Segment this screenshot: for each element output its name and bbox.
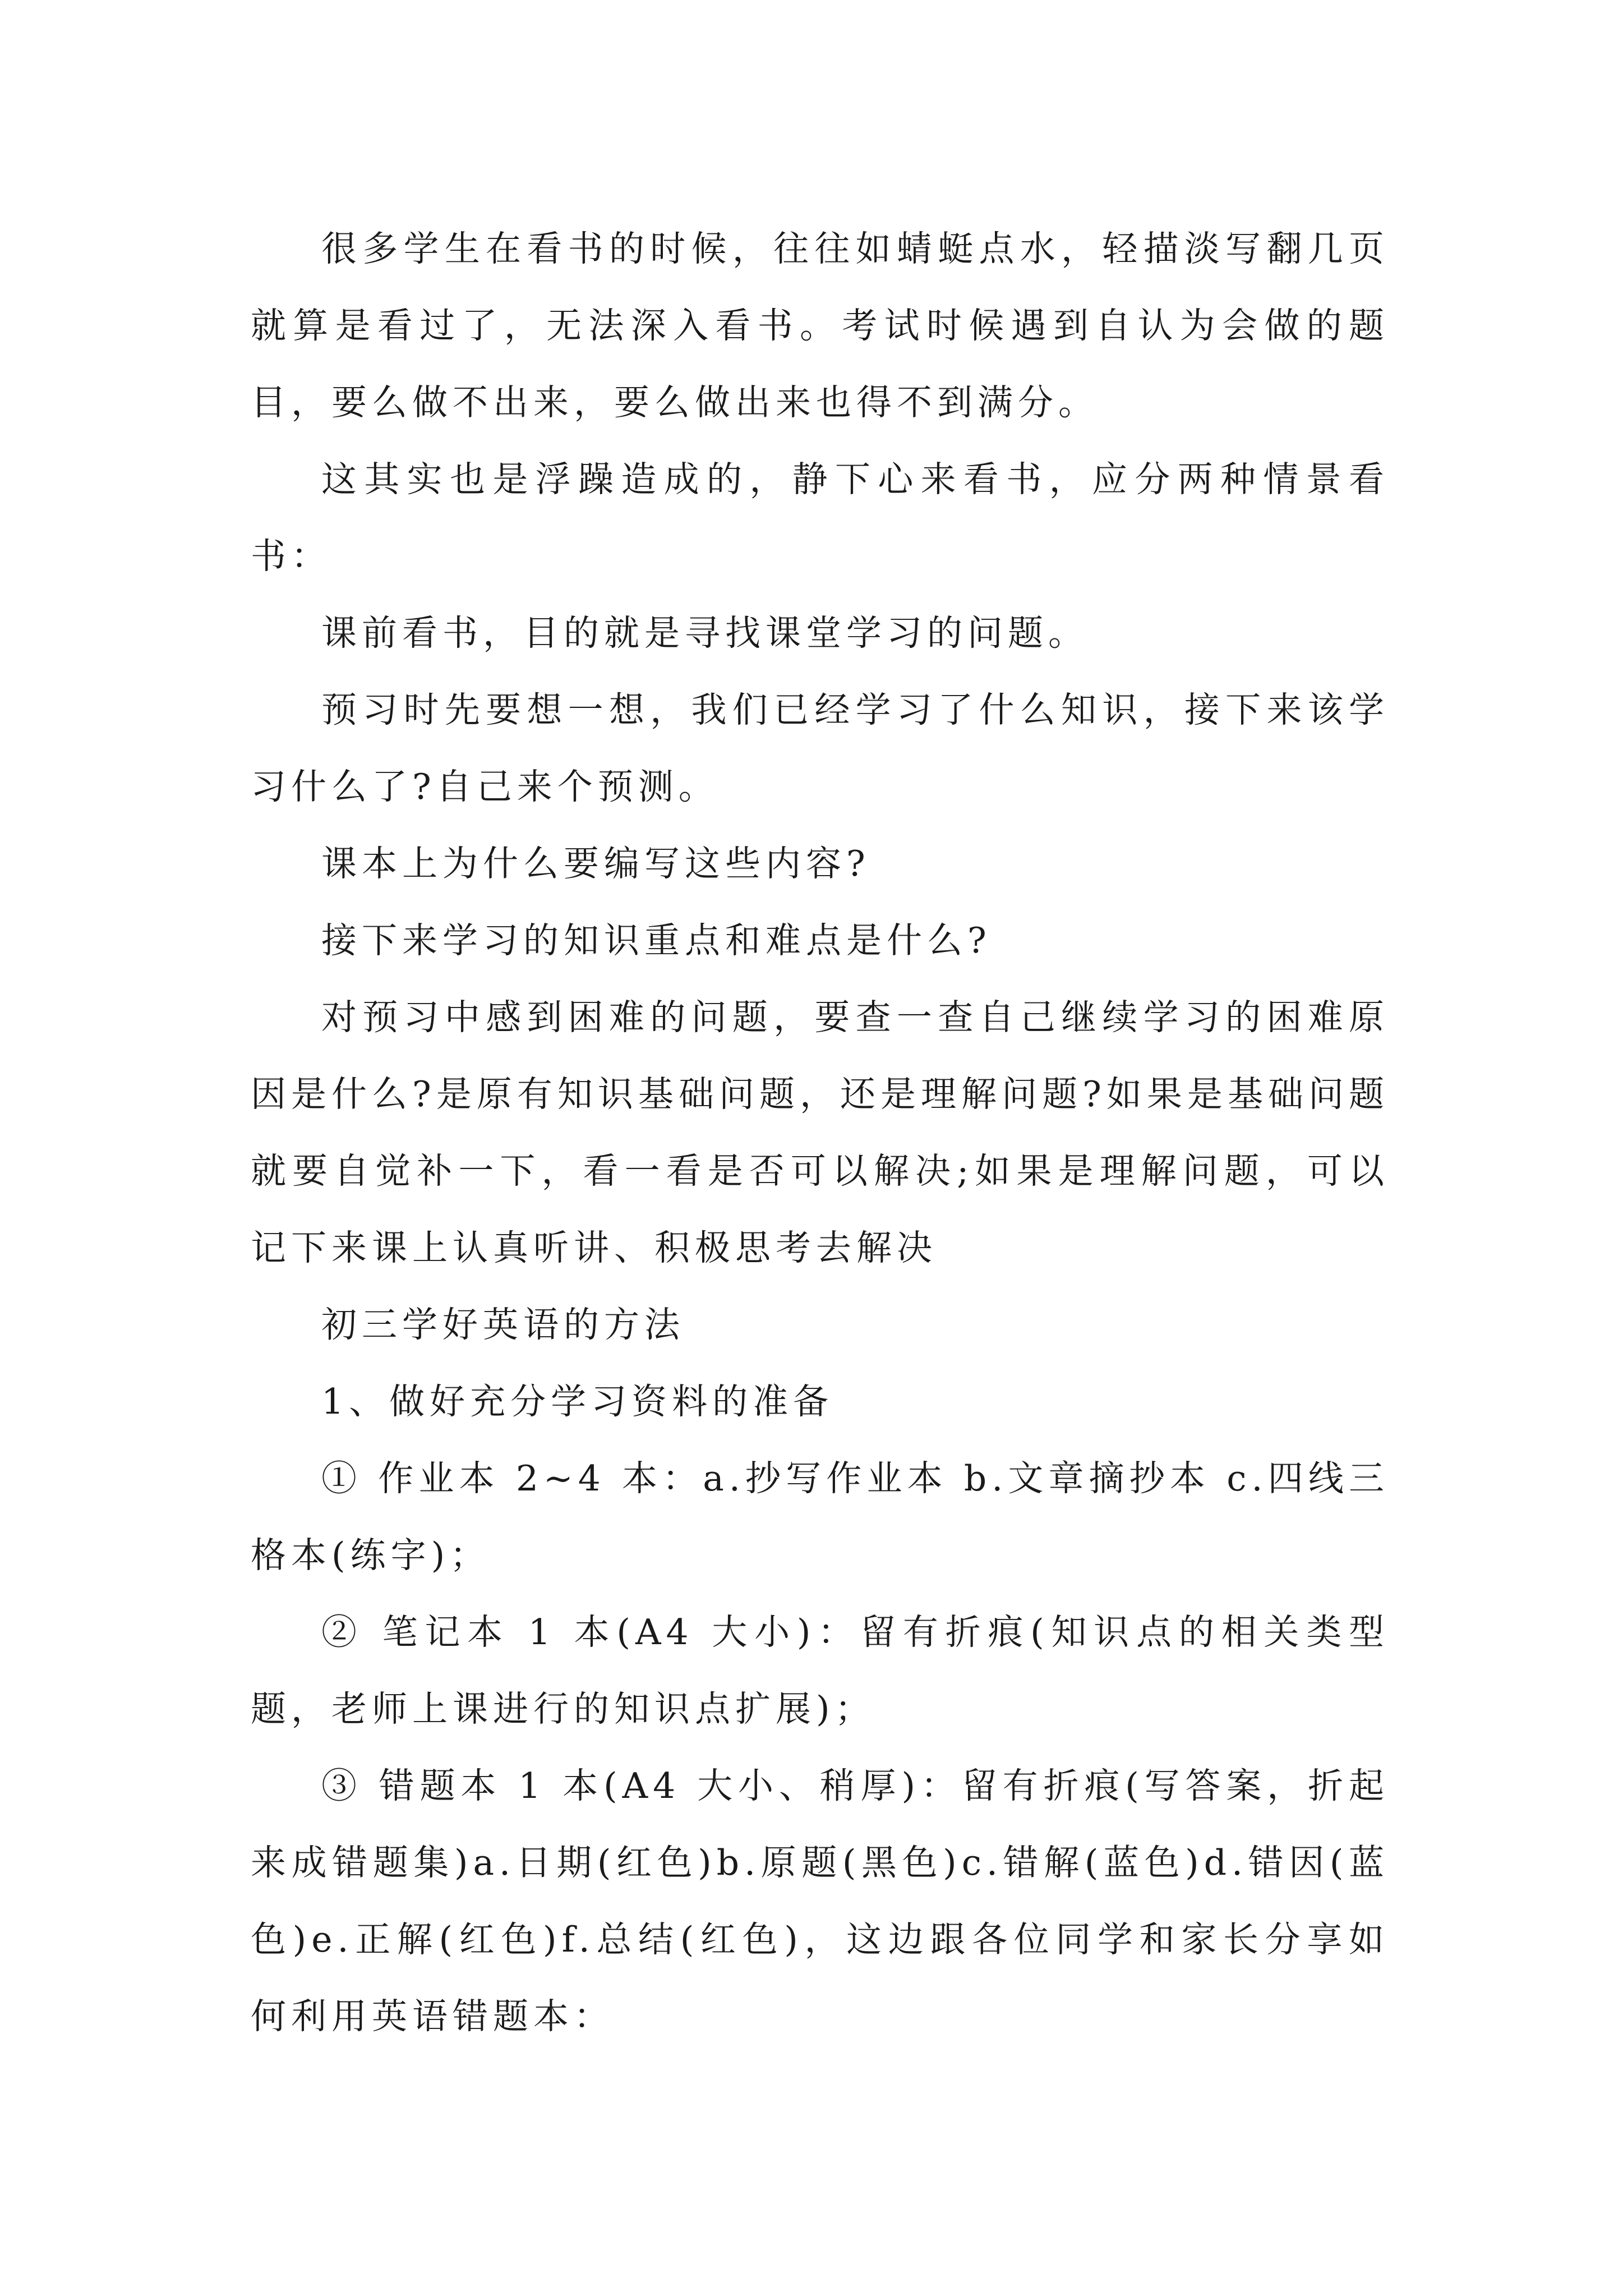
paragraph: 课前看书，目的就是寻找课堂学习的问题。 — [321, 613, 1089, 654]
paragraph: 接下来学习的知识重点和难点是什么? — [321, 920, 992, 961]
document-page — [251, 210, 1389, 2055]
list-heading: 1、做好充分学习资料的准备 — [321, 1381, 834, 1422]
paragraph: 很多学生在看书的时候，往往如蜻蜓点水，轻描淡写翻几页就算是看过了，无法深入看书。考试时候遇到自认为会做的题目，要么做不出来，要么做出来也得不到满分。 — [251, 228, 1389, 423]
paragraph: 对预习中感到困难的问题，要查一查自己继续学习的困难原因是什么?是原有知识基础问题，还是理解问题?如果是基础问题就要自觉补一下，看一看是否可以解决;如果是理解问题，可以记下来课上认真听讲、积极思考去解决 — [251, 997, 1389, 1268]
paragraph: 课本上为什么要编写这些内容? — [321, 843, 870, 884]
section-heading: 初三学好英语的方法 — [321, 1304, 685, 1345]
list-item: ② 笔记本 1 本(A4 大小)：留有折痕(知识点的相关类型题，老师上课进行的知识点扩展)； — [251, 1612, 1389, 1729]
list-item: ① 作业本 2~4 本：a.抄写作业本 b.文章摘抄本 c.四线三格本(练字)； — [251, 1458, 1389, 1576]
paragraph: 预习时先要想一想，我们已经学习了什么知识，接下来该学习什么了?自己来个预测。 — [251, 689, 1389, 807]
paragraph: 这其实也是浮躁造成的，静下心来看书，应分两种情景看书： — [251, 459, 1389, 577]
list-item: ③ 错题本 1 本(A4 大小、稍厚)：留有折痕(写答案，折起来成错题集)a.日期(红色)b.原题(黑色)c.错解(蓝色)d.错因(蓝色)e.正解(红色)f.总结(红色)，这边跟各位同学和家长分享如何利用英语错题本： — [251, 1765, 1389, 2037]
